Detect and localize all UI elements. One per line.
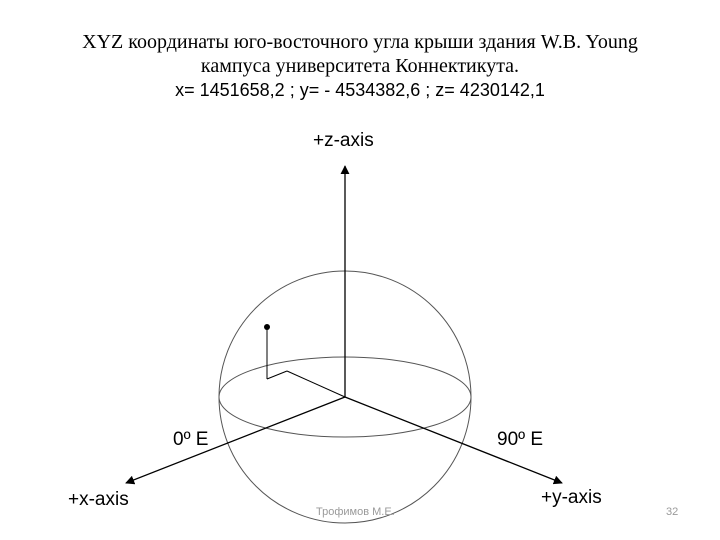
label-0-east: 0º E — [173, 429, 209, 450]
x-axis-label: +x-axis — [68, 489, 129, 510]
point-horizontal-line — [267, 371, 287, 379]
point-radial-line — [287, 371, 345, 397]
x-axis-line — [126, 397, 345, 483]
location-point — [264, 324, 270, 330]
title-line-1: XYZ координаты юго-восточного угла крыши здания W.B. Young — [82, 31, 638, 53]
title-line-2: кампуса университета Коннектикута. — [200, 55, 520, 77]
page-number: 32 — [666, 506, 679, 518]
z-axis-label: +z-axis — [313, 130, 374, 151]
y-axis-label: +y-axis — [541, 487, 602, 508]
label-90-east: 90º E — [497, 429, 544, 450]
footer-author: Трофимов М.Е. — [316, 506, 395, 518]
coordinates-line: x= 1451658,2 ; y= - 4534382,6 ; z= 4230142,1 — [175, 80, 545, 100]
